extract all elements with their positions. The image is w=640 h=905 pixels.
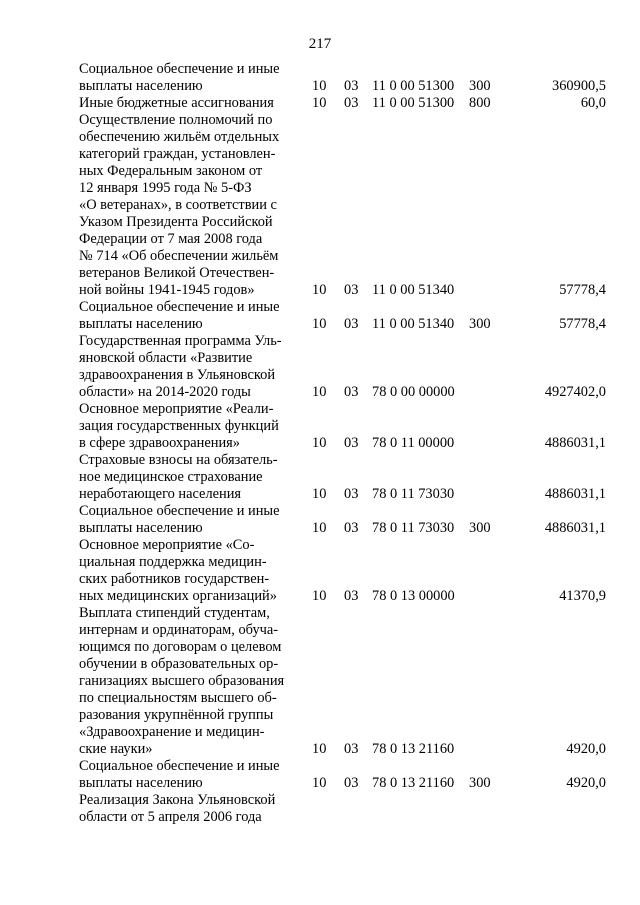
target-article-code: 78 0 11 00000 [372, 435, 455, 451]
section-code: 10 [312, 282, 327, 298]
row-codes [0, 384, 640, 401]
amount: 57778,4 [559, 282, 606, 298]
row-name-line: Реализация Закона Ульяновской [79, 792, 276, 808]
row-codes [0, 588, 640, 605]
amount: 360900,5 [552, 78, 606, 94]
table-row [0, 401, 640, 452]
budget-table [0, 61, 640, 826]
section-code: 10 [312, 384, 327, 400]
row-name-line: выплаты населению [79, 78, 203, 94]
amount: 60,0 [580, 95, 606, 111]
amount: 4886031,1 [544, 520, 606, 536]
row-codes [0, 78, 640, 95]
row-name-line: Социальное обеспечение и иные [79, 503, 280, 519]
amount: 57778,4 [559, 316, 606, 332]
row-name-line: ганизациях высшего образования [79, 673, 285, 689]
subsection-code: 03 [344, 78, 359, 94]
row-name-line: ной войны 1941-1945 годов» [79, 282, 255, 298]
target-article-code: 78 0 13 00000 [372, 588, 455, 604]
target-article-code: 78 0 11 73030 [372, 520, 455, 536]
table-row [0, 758, 640, 792]
row-name-line: яновской области «Развитие [79, 350, 253, 366]
subsection-code: 03 [344, 95, 359, 111]
row-name-line: Страховые взносы на обязатель- [79, 452, 278, 468]
row-name-line: области» на 2014-2020 годы [79, 384, 251, 400]
row-codes [0, 95, 640, 112]
row-name-line: Осуществление полномочий по [79, 112, 273, 128]
page-number: 217 [308, 36, 332, 52]
row-name-line: обеспечению жильём отдельных [79, 129, 280, 145]
row-name [79, 605, 299, 758]
target-article-code: 78 0 00 00000 [372, 384, 455, 400]
expense-type-code: 300 [469, 78, 491, 94]
target-article-code: 78 0 13 21160 [372, 741, 455, 757]
subsection-code: 03 [344, 520, 359, 536]
subsection-code: 03 [344, 486, 359, 502]
row-codes [0, 316, 640, 333]
subsection-code: 03 [344, 741, 359, 757]
row-name [79, 112, 299, 299]
row-name-line: категорий граждан, установлен- [79, 146, 276, 162]
expense-type-code: 300 [469, 775, 491, 791]
row-codes [0, 486, 640, 503]
section-code: 10 [312, 95, 327, 111]
row-name-line: разования укрупнённой группы [79, 707, 274, 723]
row-name-line: Социальное обеспечение и иные [79, 299, 280, 315]
row-name-line: циальная поддержка медицин- [79, 554, 267, 570]
amount: 4927402,0 [544, 384, 606, 400]
row-codes [0, 741, 640, 758]
row-name-line: неработающего населения [79, 486, 242, 502]
table-row [0, 61, 640, 95]
row-name-line: «Здравоохранение и медицин- [79, 724, 265, 740]
section-code: 10 [312, 316, 327, 332]
row-name-line: ветеранов Великой Отечествен- [79, 265, 275, 281]
target-article-code: 11 0 00 51340 [372, 316, 455, 332]
table-row [0, 95, 640, 112]
row-name-line: Федерации от 7 мая 2008 года [79, 231, 263, 247]
row-codes [0, 520, 640, 537]
row-codes [0, 435, 640, 452]
row-name-line: интернам и ординаторам, обуча- [79, 622, 279, 638]
row-name-line: № 714 «Об обеспечении жильём [79, 248, 279, 264]
expense-type-code: 300 [469, 316, 491, 332]
row-name-line: Социальное обеспечение и иные [79, 758, 280, 774]
row-codes [0, 282, 640, 299]
section-code: 10 [312, 588, 327, 604]
subsection-code: 03 [344, 588, 359, 604]
row-name-line: ных Федеральным законом от [79, 163, 263, 179]
section-code: 10 [312, 741, 327, 757]
target-article-code: 78 0 13 21160 [372, 775, 455, 791]
row-name-line: выплаты населению [79, 520, 203, 536]
row-name-line: Выплата стипендий студентам, [79, 605, 270, 621]
row-name-line: Иные бюджетные ассигнования [79, 95, 274, 111]
row-name-line: ное медицинское страхование [79, 469, 263, 485]
subsection-code: 03 [344, 384, 359, 400]
table-row [0, 333, 640, 401]
table-row [0, 112, 640, 299]
row-name-line: обучении в образовательных ор- [79, 656, 279, 672]
subsection-code: 03 [344, 775, 359, 791]
section-code: 10 [312, 775, 327, 791]
row-name-line: выплаты населению [79, 775, 203, 791]
row-name-line: Государственная программа Уль- [79, 333, 282, 349]
target-article-code: 11 0 00 51340 [372, 282, 455, 298]
table-row [0, 503, 640, 537]
target-article-code: 11 0 00 51300 [372, 95, 455, 111]
row-name-line: Основное мероприятие «Со- [79, 537, 255, 553]
table-row [0, 299, 640, 333]
row-name-line: ские науки» [79, 741, 153, 757]
table-row [0, 605, 640, 758]
subsection-code: 03 [344, 435, 359, 451]
row-name-line: ских работников государствен- [79, 571, 270, 587]
row-name-line: 12 января 1995 года № 5-ФЗ [79, 180, 252, 196]
row-name-line: по специальностям высшего об- [79, 690, 277, 706]
row-name-line: выплаты населению [79, 316, 203, 332]
table-row [0, 792, 640, 826]
amount: 4886031,1 [544, 486, 606, 502]
row-name-line: Основное мероприятие «Реали- [79, 401, 274, 417]
amount: 4920,0 [566, 775, 606, 791]
row-codes [0, 809, 640, 826]
row-name-line: зация государственных функций [79, 418, 279, 434]
section-code: 10 [312, 78, 327, 94]
section-code: 10 [312, 486, 327, 502]
row-name-line: Социальное обеспечение и иные [79, 61, 280, 77]
amount: 4920,0 [566, 741, 606, 757]
row-codes [0, 775, 640, 792]
section-code: 10 [312, 520, 327, 536]
amount: 4886031,1 [544, 435, 606, 451]
row-name-line: «О ветеранах», в соответствии с [79, 197, 277, 213]
target-article-code: 78 0 11 73030 [372, 486, 455, 502]
row-name-line: ющимся по договорам о целевом [79, 639, 282, 655]
row-name-line: области от 5 апреля 2006 года [79, 809, 262, 825]
table-row [0, 537, 640, 605]
table-row [0, 452, 640, 503]
row-name-line: ных медицинских организаций» [79, 588, 277, 604]
row-name-line: здравоохранения в Ульяновской [79, 367, 276, 383]
row-name-line: Указом Президента Российской [79, 214, 273, 230]
row-name-line: в сфере здравоохранения» [79, 435, 240, 451]
expense-type-code: 300 [469, 520, 491, 536]
target-article-code: 11 0 00 51300 [372, 78, 455, 94]
amount: 41370,9 [559, 588, 606, 604]
subsection-code: 03 [344, 316, 359, 332]
expense-type-code: 800 [469, 95, 491, 111]
subsection-code: 03 [344, 282, 359, 298]
section-code: 10 [312, 435, 327, 451]
